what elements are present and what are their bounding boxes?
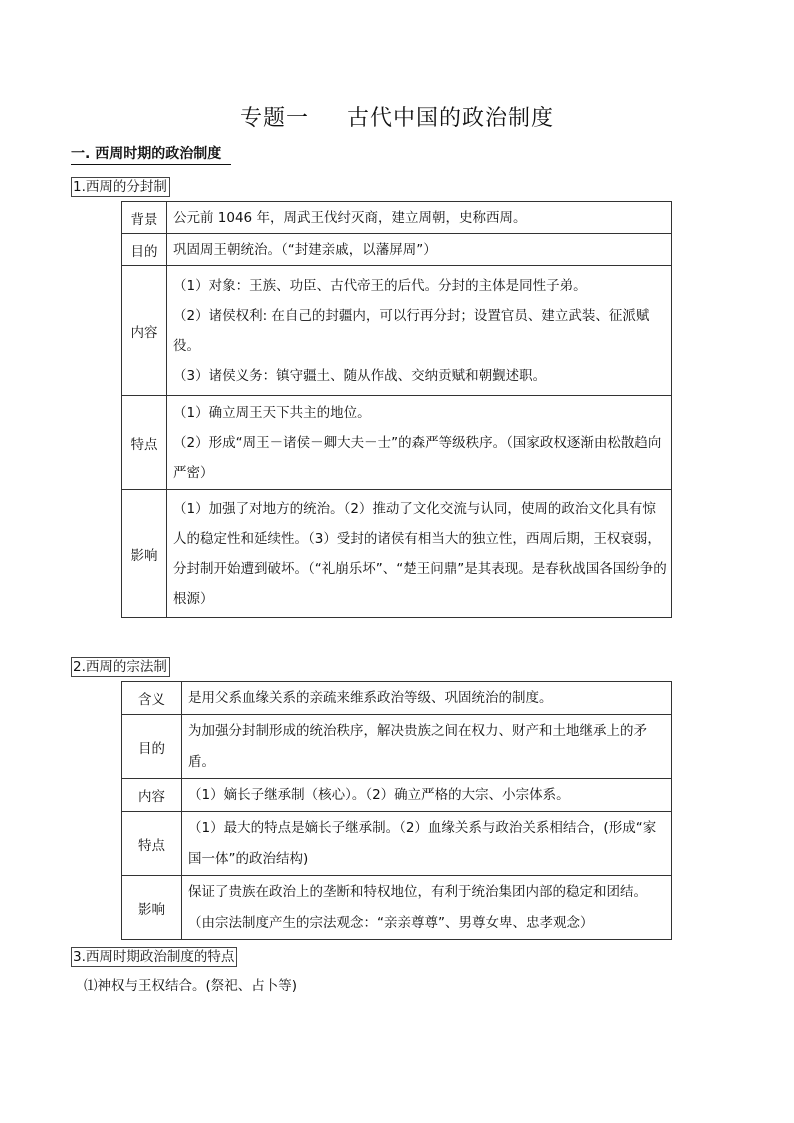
page-title bbox=[0, 101, 794, 132]
content-line: 是用父系血缘关系的亲疏来维系政治等级、巩固统治的制度。 bbox=[188, 689, 553, 706]
title-part-2: 古代中国的政治制度 bbox=[347, 106, 555, 131]
row-label: 特点 bbox=[122, 396, 167, 490]
row-label: 目的 bbox=[122, 234, 167, 266]
row-content bbox=[167, 234, 672, 266]
row-content bbox=[167, 266, 672, 396]
section-heading: 一. 西周时期的政治制度 bbox=[71, 145, 231, 165]
table-row bbox=[122, 396, 672, 490]
table-row bbox=[122, 682, 672, 715]
table-row bbox=[122, 202, 672, 234]
table-row bbox=[122, 812, 672, 876]
content-line: （2）诸侯权利: 在自己的封疆内，可以行再分封；设置官员、建立武装、征派赋役。 bbox=[173, 307, 650, 354]
content-line: （2）形成“周王－诸侯－卿大夫－士”的森严等级秩序。（国家政权逐渐由松散趋向严密） bbox=[173, 434, 662, 481]
zongfa-table bbox=[121, 681, 672, 940]
row-label: 目的 bbox=[122, 715, 182, 779]
row-content bbox=[182, 715, 672, 779]
title-part-1: 专题一 bbox=[239, 106, 309, 131]
content-line: 公元前 1046 年，周武王伐纣灭商，建立周朝，史称西周。 bbox=[173, 209, 527, 226]
row-content bbox=[167, 396, 672, 490]
content-line: （1）对象：王族、功臣、古代帝王的后代。分封的主体是同性子弟。 bbox=[173, 277, 587, 294]
subheading-features: 3.西周时期政治制度的特点 bbox=[71, 947, 237, 967]
content-line: 保证了贵族在政治上的垄断和特权地位，有利于统治集团内部的稳定和团结。（由宗法制度产生的宗法观念：“亲亲尊尊”、男尊女卑、忠孝观念） bbox=[188, 883, 647, 931]
table-row bbox=[122, 779, 672, 812]
fengjian-table bbox=[121, 201, 672, 618]
row-content bbox=[182, 876, 672, 940]
row-label: 内容 bbox=[122, 779, 182, 812]
content-line: （1）加强了对地方的统治。（2）推动了文化交流与认同，使周的政治文化具有惊人的稳定性和延续性。（3）受封的诸侯有相当大的独立性，西周后期，王权衰弱，分封制开始遭到破坏。（“礼崩乐坏”、“楚王问鼎”是其表现。是春秋战国各国纷争的根源） bbox=[173, 500, 667, 607]
table-row bbox=[122, 234, 672, 266]
table-row bbox=[122, 266, 672, 396]
row-content bbox=[182, 812, 672, 876]
row-label: 影响 bbox=[122, 490, 167, 618]
row-label: 背景 bbox=[122, 202, 167, 234]
content-line: 为加强分封制形成的统治秩序，解决贵族之间在权力、财产和土地继承上的矛盾。 bbox=[188, 722, 647, 770]
content-line: （1）最大的特点是嫡长子继承制。（2）血缘关系与政治关系相结合，(形成“家国一体”的政治结构) bbox=[188, 819, 657, 867]
subheading-fengjian: 1.西周的分封制 bbox=[71, 177, 170, 197]
row-content bbox=[182, 682, 672, 715]
feature-item: ⑴神权与王权结合。(祭祀、占卜等) bbox=[84, 978, 298, 994]
content-line: （1）嫡长子继承制（核心）。（2）确立严格的大宗、小宗体系。 bbox=[188, 786, 570, 803]
row-content bbox=[167, 490, 672, 618]
row-content bbox=[182, 779, 672, 812]
row-label: 特点 bbox=[122, 812, 182, 876]
content-line: 巩固周王朝统治。（“封建亲戚，以藩屏周”） bbox=[173, 241, 437, 258]
row-label: 含义 bbox=[122, 682, 182, 715]
content-line: （3）诸侯义务：镇守疆土、随从作战、交纳贡赋和朝觐述职。 bbox=[173, 367, 547, 384]
table-row bbox=[122, 876, 672, 940]
table-row bbox=[122, 715, 672, 779]
content-line: （1）确立周王天下共主的地位。 bbox=[173, 404, 371, 421]
row-content bbox=[167, 202, 672, 234]
row-label: 影响 bbox=[122, 876, 182, 940]
table-row bbox=[122, 490, 672, 618]
row-label: 内容 bbox=[122, 266, 167, 396]
subheading-zongfa: 2.西周的宗法制 bbox=[71, 657, 170, 677]
